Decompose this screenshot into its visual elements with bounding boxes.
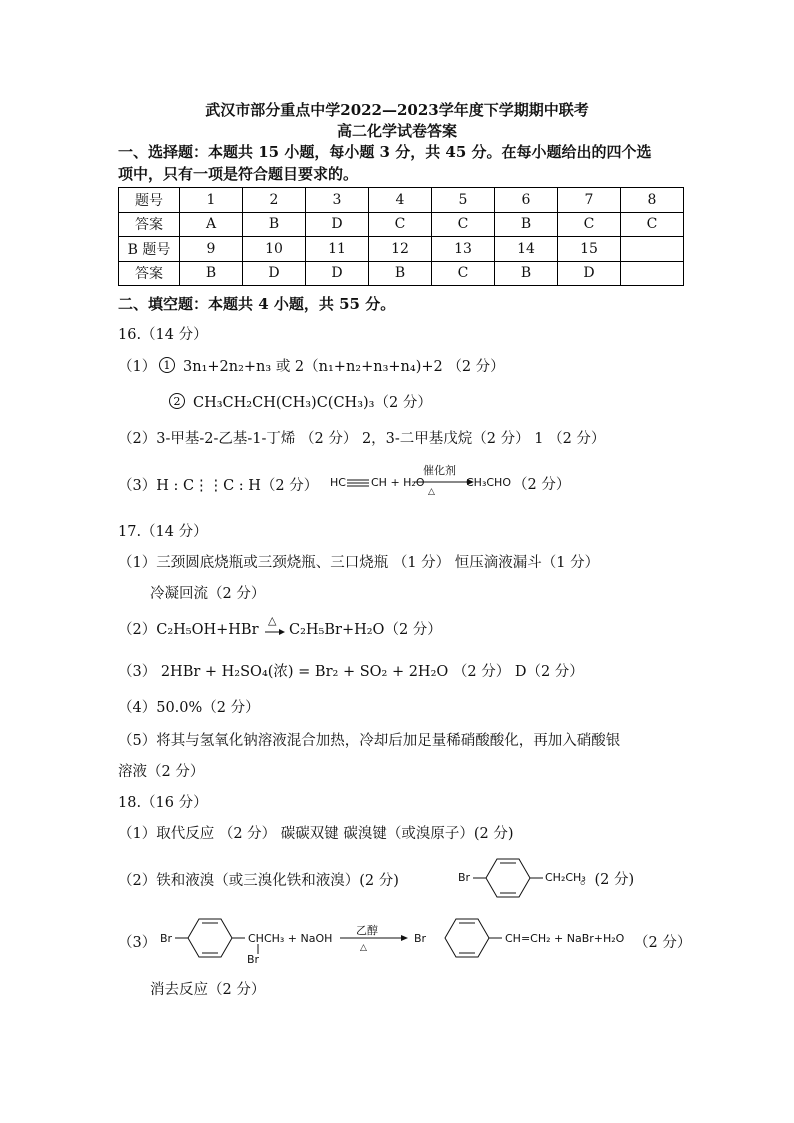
q17-label: 17.（14 分）: [118, 524, 208, 540]
table-cell: 答案: [119, 261, 180, 286]
section1-heading-cont: 项中，只有一项是符合题目要求的。: [118, 165, 359, 183]
reaction-arrow-icon: [414, 478, 474, 486]
answer-table: [118, 187, 684, 286]
q17-part1-cont: 冷凝回流（2 分）: [150, 586, 266, 602]
table-cell: C: [558, 212, 621, 237]
q18-part2-score: 。(2 分): [580, 872, 635, 888]
table-cell: B: [180, 261, 243, 286]
bromo-label: Br: [458, 871, 471, 884]
table-row: [119, 261, 684, 286]
circle-digit: 2: [173, 395, 181, 408]
section1-heading: 一、选择题：本题共 15 小题，每小题 3 分，共 45 分。在每小题给出的四个选: [118, 143, 652, 161]
table-cell: 9: [180, 237, 243, 262]
triple-bond-icon: [347, 478, 369, 488]
table-cell: 7: [558, 188, 621, 213]
table-cell: 8: [621, 188, 684, 213]
circled-number-2-icon: [168, 392, 186, 410]
exam-title: 武汉市部分重点中学2022—2023学年度下学期期中联考: [205, 101, 589, 119]
table-cell: 4: [369, 188, 432, 213]
q16-part1-prefix: （1）: [118, 359, 157, 375]
q18-part1: （1）取代反应 （2 分） 碳碳双键 碳溴键（或溴原子）(2 分): [118, 826, 514, 842]
ethanol-condition: 乙醇: [356, 924, 378, 937]
table-cell: B 题号: [119, 237, 180, 262]
heat-symbol: △: [428, 487, 435, 497]
table-cell: 12: [369, 237, 432, 262]
reactant-hc: HC: [330, 476, 346, 489]
table-cell: 5: [432, 188, 495, 213]
table-cell: C: [432, 261, 495, 286]
q17-part1: （1）三颈圆底烧瓶或三颈烧瓶、三口烧瓶 （1 分） 恒压滴液漏斗（1 分）: [118, 555, 600, 571]
reactant-ch-water: CH + H₂O: [371, 476, 425, 489]
circled-number-1-icon: [158, 356, 176, 374]
heat-condition: △: [268, 614, 277, 627]
table-cell: C: [432, 212, 495, 237]
table-cell: 2: [243, 188, 306, 213]
benzene-ring-icon: [432, 915, 512, 961]
q18-part3-reaction-type: 消去反应（2 分）: [150, 982, 266, 998]
table-cell: 13: [432, 237, 495, 262]
reaction-arrow-icon: [265, 628, 285, 636]
q17-part5: （5）将其与氢氧化钠溶液混合加热，冷却后加足量稀硝酸酸化，再加入硝酸银: [118, 733, 621, 749]
catalyst-label: 催化剂: [423, 464, 456, 477]
bromo-label: Br: [160, 932, 173, 945]
table-cell: 11: [306, 237, 369, 262]
q16-part3-score: （2 分）: [513, 477, 571, 493]
circle-digit: 1: [163, 359, 171, 372]
table-row: [119, 212, 684, 237]
table-cell: B: [495, 261, 558, 286]
q16-part1-line2: CH₃CH₂CH(CH₃)C(CH₃)₃（2 分）: [193, 395, 432, 411]
table-cell: 6: [495, 188, 558, 213]
table-row: [119, 188, 684, 213]
table-cell: 1: [180, 188, 243, 213]
table-cell: D: [558, 261, 621, 286]
benzene-ring-icon: [473, 855, 553, 901]
table-cell: 3: [306, 188, 369, 213]
table-cell: C: [621, 212, 684, 237]
table-cell: D: [243, 261, 306, 286]
table-cell: B: [495, 212, 558, 237]
q17-part3: （3） 2HBr + H₂SO₄(浓) = Br₂ + SO₂ + 2H₂O （2 分） D（2 分）: [118, 664, 584, 680]
q18-label: 18.（16 分）: [118, 795, 208, 811]
table-cell: D: [306, 212, 369, 237]
table-cell: 答案: [119, 212, 180, 237]
reaction-arrow-icon: [340, 934, 408, 942]
q16-part1-line1: 3n₁+2n₂+n₃ 或 2（n₁+n₂+n₃+n₄)+2 （2 分）: [183, 359, 505, 375]
q17-part5-cont: 溶液（2 分）: [118, 764, 205, 780]
q18-part2-left: （2）铁和液溴（或三溴化铁和液溴）(2 分): [118, 873, 399, 889]
table-cell: C: [369, 212, 432, 237]
product-substituent: CH=CH₂ + NaBr+H₂O: [505, 932, 625, 945]
bromo-below-label: Br: [247, 953, 260, 966]
table-cell: 10: [243, 237, 306, 262]
heat-symbol: △: [360, 943, 367, 953]
q18-part3-prefix: （3）: [118, 935, 157, 951]
q17-part2-left: （2）C₂H₅OH+HBr: [118, 622, 259, 638]
q18-part3-score: （2 分）: [634, 935, 692, 951]
q17-part2-right: C₂H₅Br+H₂O（2 分）: [289, 622, 442, 638]
q16-part3-prefix: （3）H : C⋮⋮C : H（2 分）: [118, 478, 319, 494]
table-cell: B: [243, 212, 306, 237]
table-cell: 题号: [119, 188, 180, 213]
benzene-ring-icon: [175, 915, 255, 961]
table-cell: A: [180, 212, 243, 237]
q16-label: 16.（14 分）: [118, 327, 208, 343]
table-cell: [621, 261, 684, 286]
q16-part2: （2）3-甲基-2-乙基-1-丁烯 （2 分） 2，3-二甲基戊烷（2 分） 1 （2 分）: [118, 431, 606, 447]
ethyl-substituent: CH₂CH₃: [545, 871, 586, 884]
bromo-label: Br: [414, 932, 427, 945]
exam-subtitle: 高二化学试卷答案: [336, 122, 457, 140]
table-cell: 14: [495, 237, 558, 262]
q17-part4: （4）50.0%（2 分）: [118, 700, 260, 716]
table-cell: 15: [558, 237, 621, 262]
section2-heading: 二、填空题：本题共 4 小题，共 55 分。: [118, 295, 396, 313]
table-row: [119, 237, 684, 262]
table-cell: [621, 237, 684, 262]
table-cell: D: [306, 261, 369, 286]
table-cell: B: [369, 261, 432, 286]
product-acetaldehyde: CH₃CHO: [466, 476, 511, 489]
reactant-substituent: CHCH₃ + NaOH: [248, 932, 333, 945]
